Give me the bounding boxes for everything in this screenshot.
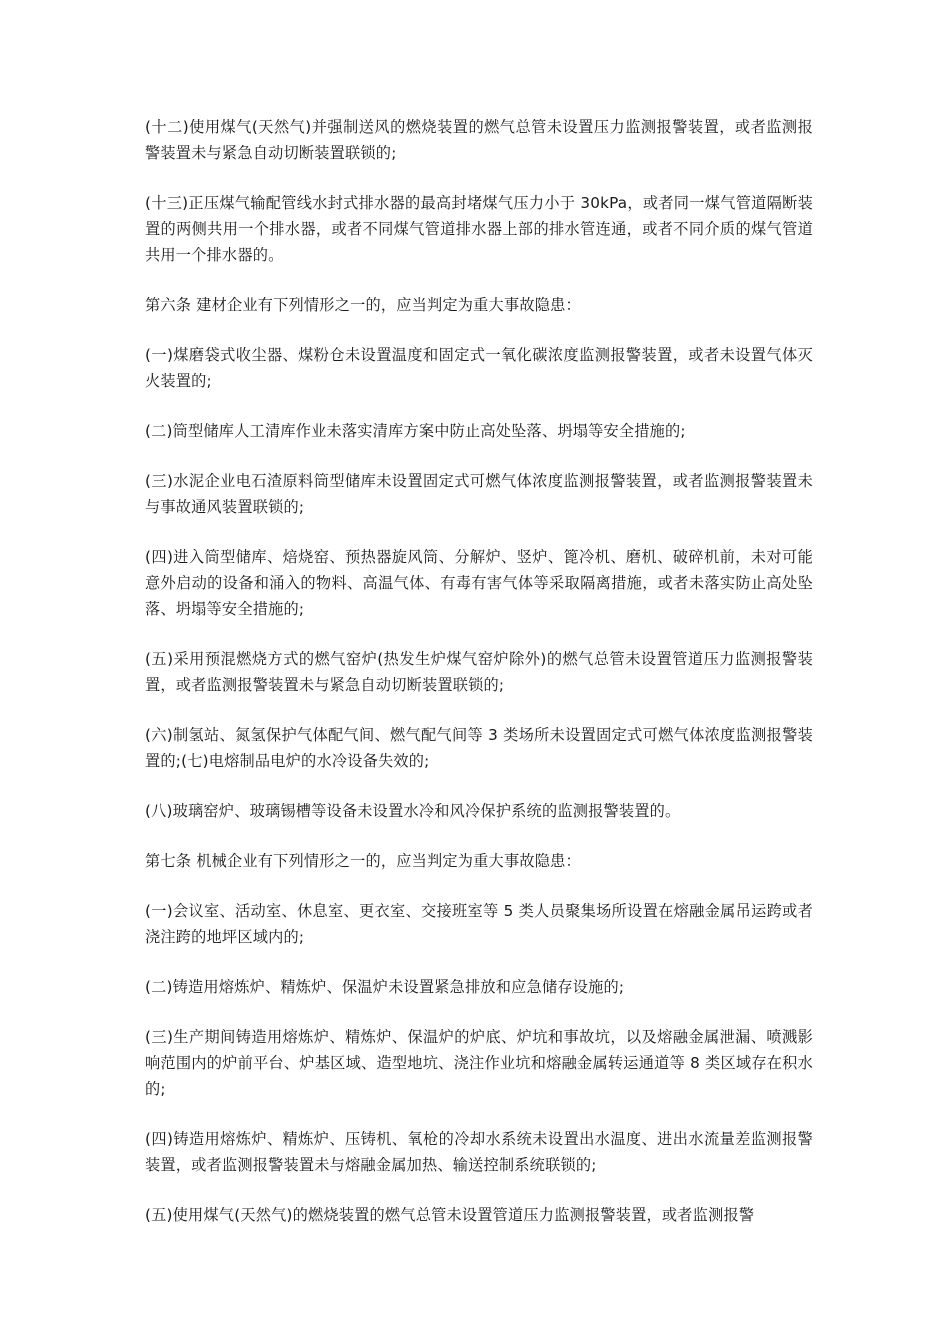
article-6-item-4: (四)进入筒型储库、焙烧窑、预热器旋风筒、分解炉、竖炉、篦冷机、磨机、破碎机前，未对可能意外启动的设备和涌入的物料、高温气体、有毒有害气体等采取隔离措施，或者未落实防止高处坠落、坍塌等安全措施的;: [145, 548, 813, 618]
article-6-item-8: (八)玻璃窑炉、玻璃锡槽等设备未设置水冷和风冷保护系统的监测报警装置的。: [145, 802, 681, 820]
article-7-item-4: (四)铸造用熔炼炉、精炼炉、压铸机、氧枪的冷却水系统未设置出水温度、进出水流量差监测报警装置，或者监测报警装置未与熔融金属加热、输送控制系统联锁的;: [145, 1130, 813, 1174]
article-6-item-5: (五)采用预混燃烧方式的燃气窑炉(热发生炉煤气窑炉除外)的燃气总管未设置管道压力监测报警装置，或者监测报警装置未与紧急自动切断装置联锁的;: [145, 650, 813, 694]
article-7-item-5: (五)使用煤气(天然气)的燃烧装置的燃气总管未设置管道压力监测报警装置，或者监测报警: [145, 1206, 755, 1224]
article-6-item-1: (一)煤磨袋式收尘器、煤粉仓未设置温度和固定式一氧化碳浓度监测报警装置，或者未设置气体灭火装置的;: [145, 346, 813, 390]
article-6-item-3: (三)水泥企业电石渣原料筒型储库未设置固定式可燃气体浓度监测报警装置，或者监测报警装置未与事故通风装置联锁的;: [145, 472, 813, 516]
article-6-heading: 第六条 建材企业有下列情形之一的，应当判定为重大事故隐患：: [145, 296, 581, 314]
paragraph-13-water-seal-drain: (十三)正压煤气输配管线水封式排水器的最高封堵煤气压力小于 30kPa，或者同一煤气管道隔断装置的两侧共用一个排水器，或者不同煤气管道排水器上部的排水管连通，或者不同介质的煤气管道共用一个排水器的。: [145, 194, 813, 264]
article-7-heading: 第七条 机械企业有下列情形之一的，应当判定为重大事故隐患：: [145, 852, 581, 870]
paragraph-12-gas-pressure-alarm: (十二)使用煤气(天然气)并强制送风的燃烧装置的燃气总管未设置压力监测报警装置，或者监测报警装置未与紧急自动切断装置联锁的;: [145, 118, 813, 162]
document-body: [145, 114, 813, 1252]
article-7-item-2: (二)铸造用熔炼炉、精炼炉、保温炉未设置紧急排放和应急储存设施的;: [145, 978, 625, 996]
article-7-item-1: (一)会议室、活动室、休息室、更衣室、交接班室等 5 类人员聚集场所设置在熔融金属吊运跨或者浇注跨的地坪区域内的;: [145, 902, 813, 946]
article-6-item-2: (二)筒型储库人工清库作业未落实清库方案中防止高处坠落、坍塌等安全措施的;: [145, 422, 686, 440]
article-6-item-6-7: (六)制氢站、氮氢保护气体配气间、燃气配气间等 3 类场所未设置固定式可燃气体浓度监测报警装置的;(七)电熔制品电炉的水冷设备失效的;: [145, 726, 813, 770]
article-7-item-3: (三)生产期间铸造用熔炼炉、精炼炉、保温炉的炉底、炉坑和事故坑，以及熔融金属泄漏、喷溅影响范围内的炉前平台、炉基区域、造型地坑、浇注作业坑和熔融金属转运通道等 8 类区域存在积水的;: [145, 1028, 813, 1098]
